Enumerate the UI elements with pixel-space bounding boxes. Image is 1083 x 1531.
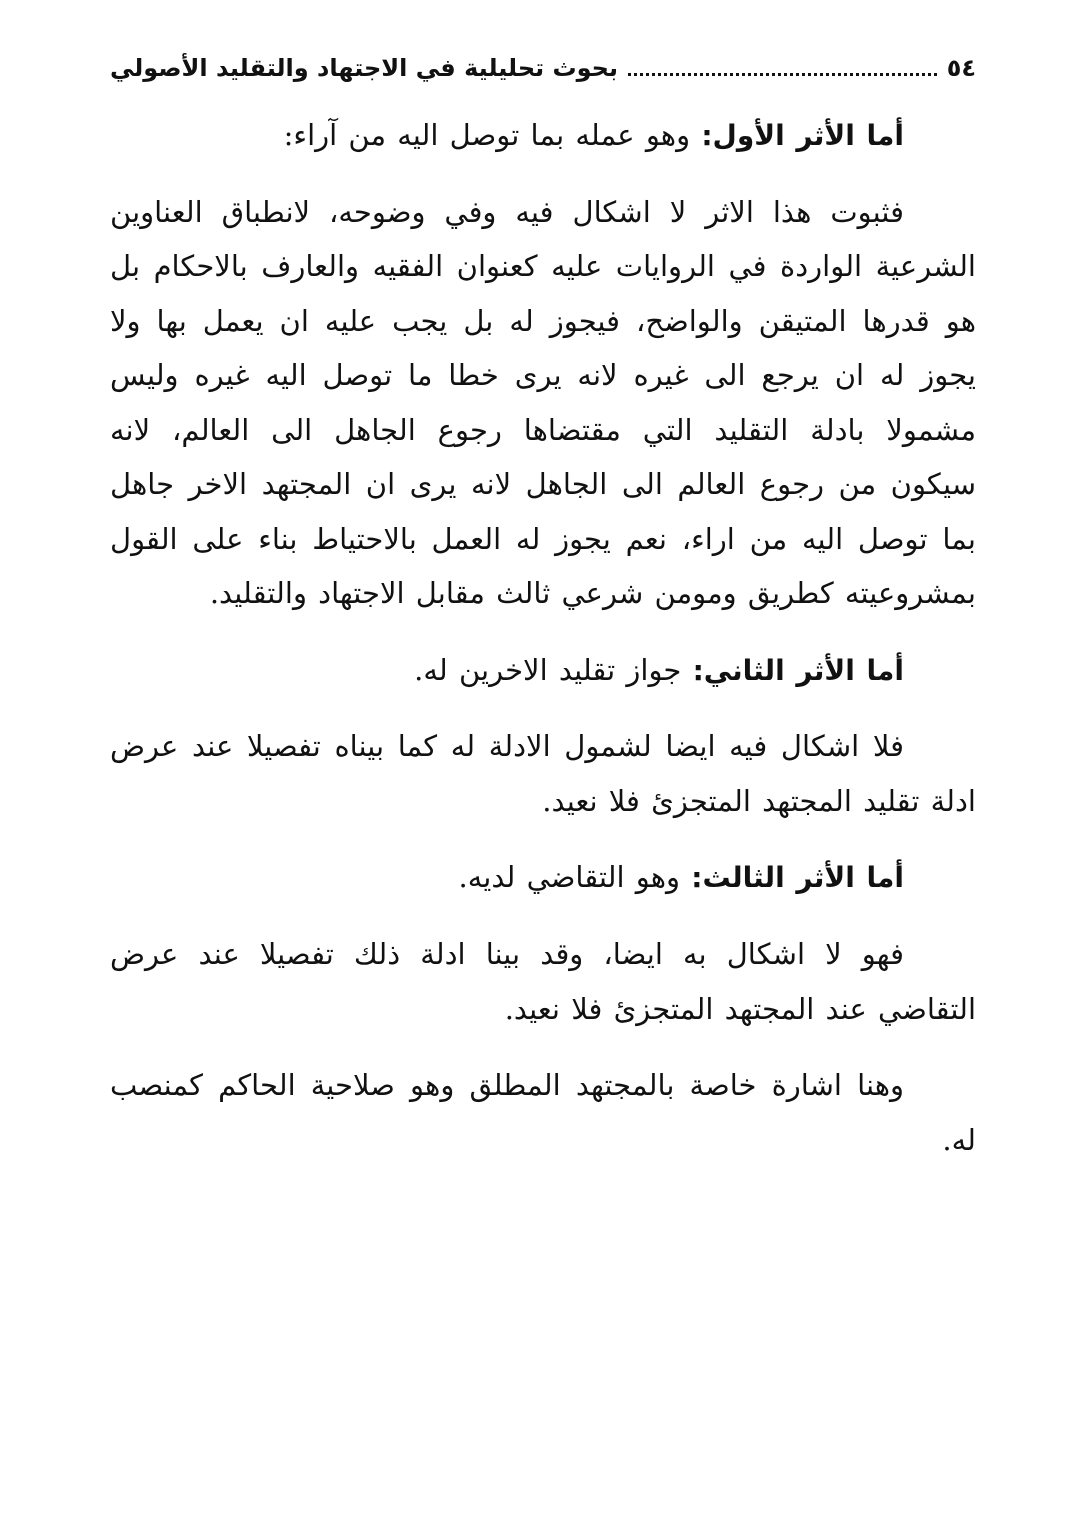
page-body (110, 108, 976, 1189)
second-effect-label: أما الأثر الثاني: (692, 653, 904, 687)
first-effect-text: وهو عمله بما توصل اليه من آراء: (283, 118, 702, 152)
first-effect-paragraph: فثبوت هذا الاثر لا اشكال فيه وفي وضوحه، لانطباق العناوين الشرعية الواردة في الروايات عليه كعنوان الفقيه والعارف بالاحكام بل هو قدرها المتيقن والواضح، فيجوز له بل يجب عليه ان يعمل بها ولا يجوز له ان يرجع الى غيره لانه يرى خطا ما توصل اليه غيره وليس مشمولا بادلة التقليد التي مقتضاها رجوع الجاهل الى العالم، لانه سيكون من رجوع العالم الى الجاهل لانه يرى ان المجتهد الاخر جاهل بما توصل اليه من اراء، نعم يجوز له العمل بالاحتياط بناء على القول بمشروعيته كطريق ومومن شرعي ثالث مقابل الاجتهاد والتقليد. (110, 194, 976, 611)
second-effect-text: جواز تقليد الاخرين له. (414, 652, 693, 687)
dotted-leader (628, 73, 937, 76)
third-effect-label: أما الأثر الثالث: (691, 861, 904, 895)
second-effect-paragraph: فلا اشكال فيه ايضا لشمول الادلة له كما بيناه تفصيلا عند عرض ادلة تقليد المجتهد المتجزئ فلا نعيد. (110, 729, 976, 818)
third-effect-heading (110, 850, 976, 905)
third-effect-text: وهو التقاضي لديه. (458, 860, 692, 895)
page-number: ٥٤ (946, 54, 976, 82)
first-effect-heading (110, 108, 976, 163)
first-effect-label: أما الأثر الأول: (701, 119, 904, 152)
second-effect-heading (110, 643, 976, 698)
running-header (110, 48, 976, 88)
running-title: بحوث تحليلية في الاجتهاد والتقليد الأصولي (110, 54, 618, 82)
third-effect-paragraph: فهو لا اشكال به ايضا، وقد بينا ادلة ذلك تفصيلا عند عرض التقاضي عند المجتهد المتجزئ فلا نعيد. (110, 937, 976, 1026)
closing-paragraph: وهنا اشارة خاصة بالمجتهد المطلق وهو صلاحية الحاكم كمنصب له. (110, 1068, 976, 1157)
